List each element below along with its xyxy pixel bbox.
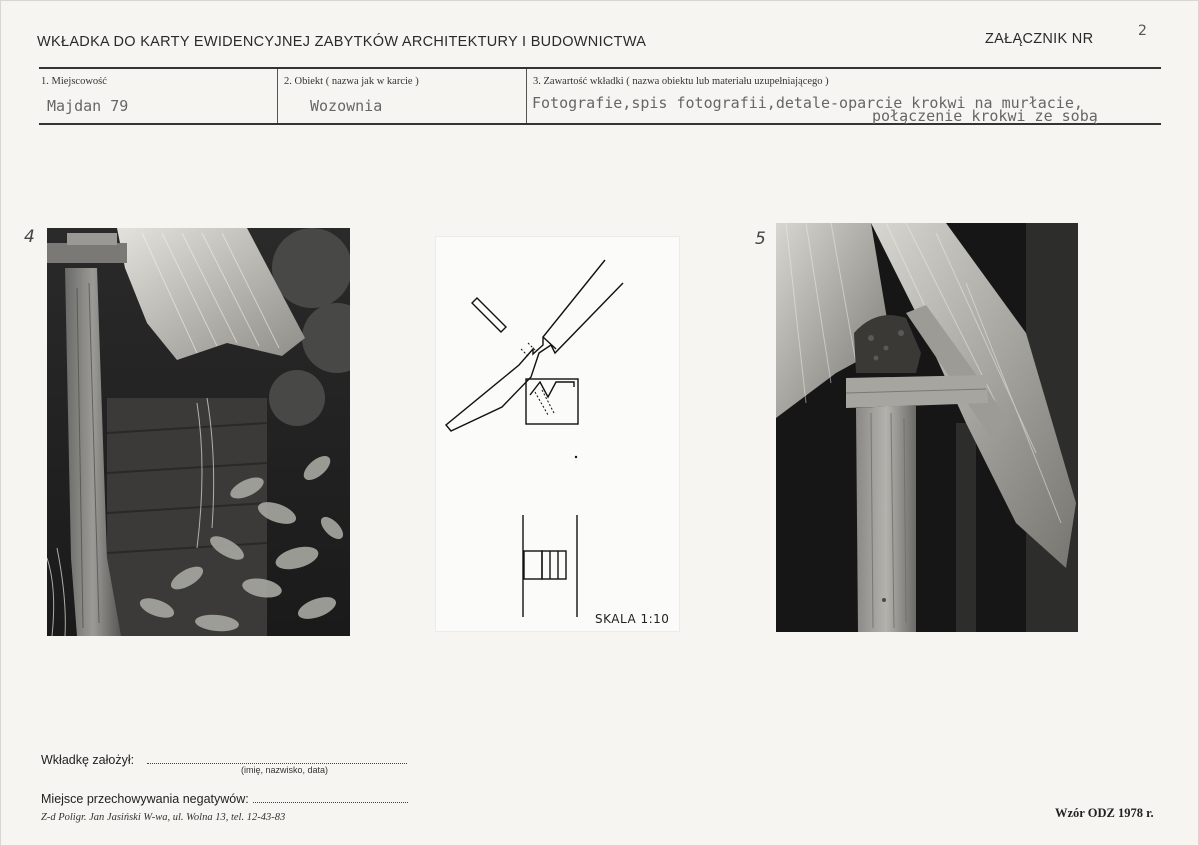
printer-imprint: Z-d Poligr. Jan Jasiński W-wa, ul. Wolna 13, tel. 12-43-83: [41, 812, 286, 823]
sheet-title: WKŁADKA DO KARTY EWIDENCYJNEJ ZABYTKÓW ARCHITEKTURY I BUDOWNICTWA: [37, 34, 647, 50]
locality-label: 1. Miejscowość: [41, 76, 107, 87]
annex-label: ZAŁĄCZNIK NR: [985, 31, 1094, 47]
photo-number-left: 4: [24, 227, 35, 247]
photo-left-image: [47, 228, 350, 636]
drawing-scale-label: SKALA 1:10: [595, 612, 670, 626]
photo-rafter-joint: [776, 223, 1078, 632]
locality-value: Majdan 79: [47, 97, 129, 115]
photo-right-image: [776, 223, 1078, 632]
form-template-id: Wzór ODZ 1978 r.: [1055, 806, 1154, 820]
rafter-joint-drawing: [435, 236, 680, 632]
form-header-table: [39, 67, 1161, 125]
negatives-location-label: Miejsce przechowywania negatywów:: [41, 792, 249, 806]
locality-field: [39, 69, 277, 123]
object-value: Wozownia: [310, 97, 383, 115]
photo-rafter-on-wallplate: [47, 228, 350, 636]
contents-field: [526, 69, 1161, 123]
object-label: 2. Obiekt ( nazwa jak w karcie ): [284, 76, 419, 87]
created-by-label: Wkładkę założył:: [41, 753, 135, 767]
joint-diagram: [436, 237, 681, 633]
created-by-hint: (imię, nazwisko, data): [241, 765, 329, 775]
photo-number-right: 5: [755, 229, 766, 249]
contents-value-line2: połączenie krokwi ze sobą: [872, 107, 1098, 125]
annex-number: 2: [1138, 23, 1147, 39]
object-field: [277, 69, 526, 123]
negatives-location-field: [253, 792, 408, 803]
created-by-field: [147, 753, 407, 764]
contents-label: 3. Zawartość wkładki ( nazwa obiektu lub materiału uzupełniającego ): [533, 76, 829, 87]
contents-value-line1: Fotografie,spis fotografii,detale-oparcie krokwi na murłacie,: [532, 94, 1083, 112]
